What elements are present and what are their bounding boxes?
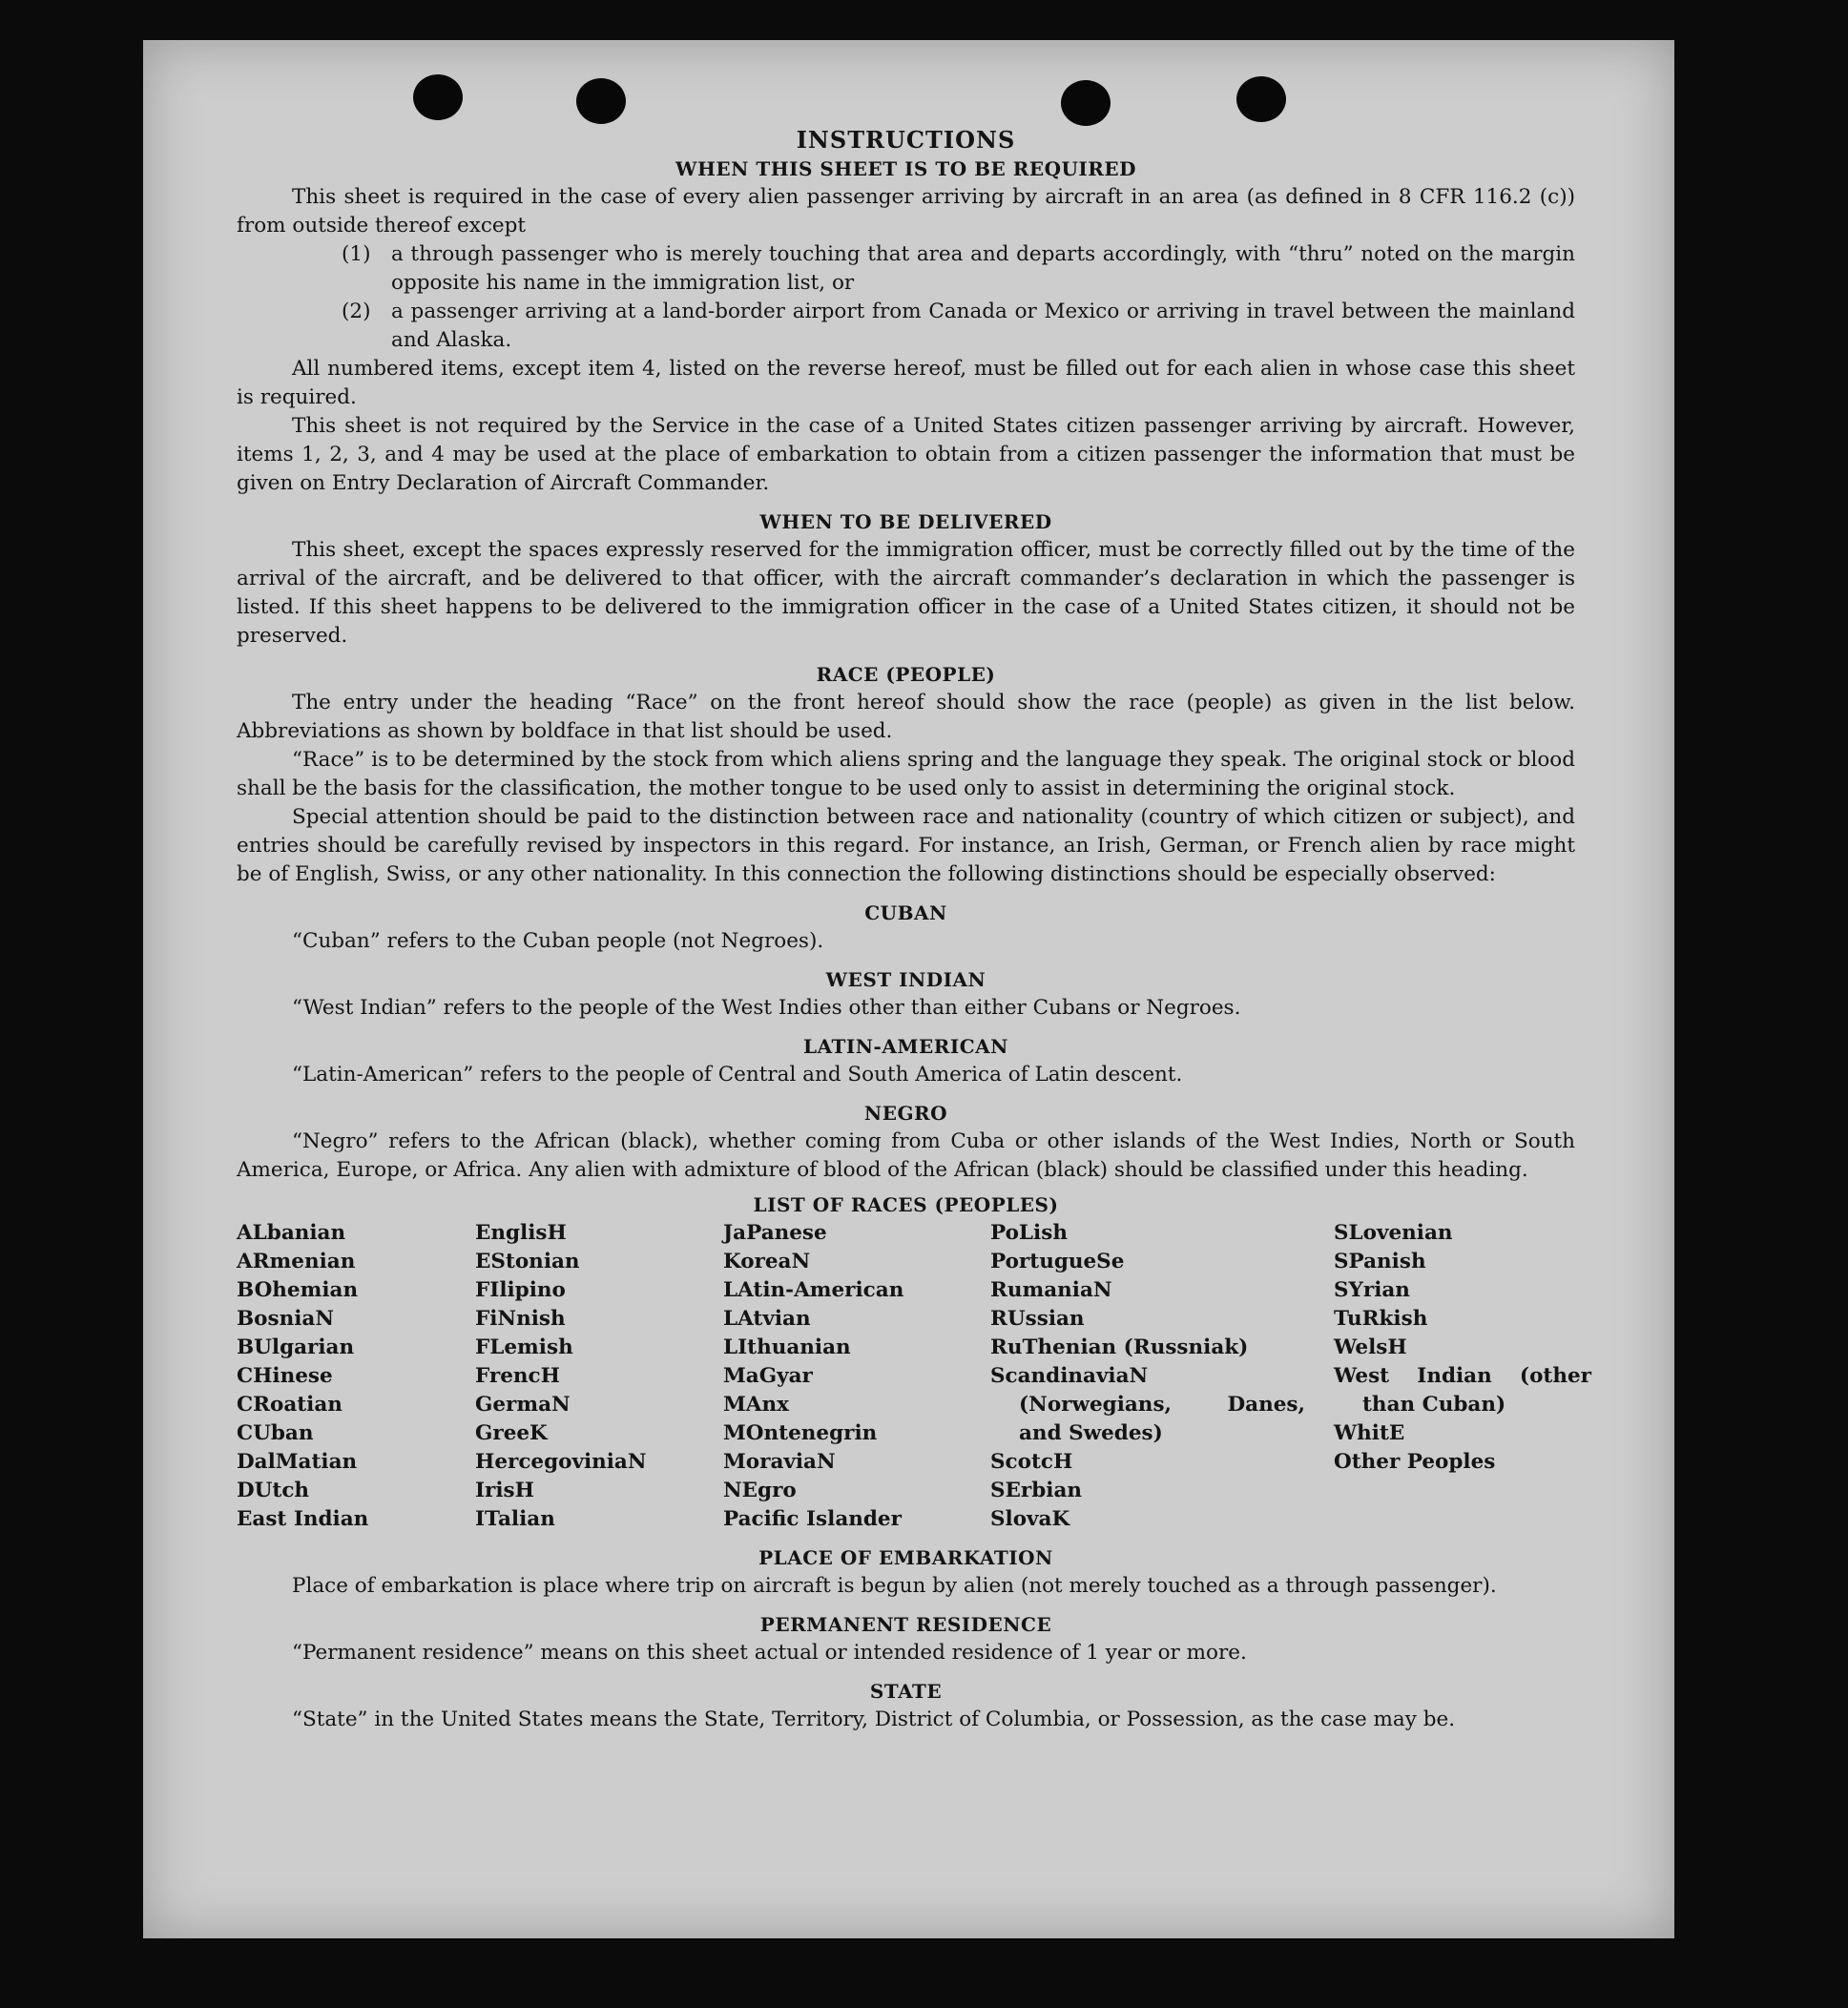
paragraph: The entry under the heading “Race” on the front hereof should show the race (people) as given in the list below. Abbreviations as shown by boldface in that list should be used. bbox=[237, 691, 1575, 743]
race-entry: PoLish bbox=[990, 1221, 1068, 1245]
item-number: (2) bbox=[342, 300, 371, 323]
race-entry: SYrian bbox=[1334, 1278, 1410, 1302]
race-entry: FrencH bbox=[475, 1364, 560, 1388]
paragraph: “Race” is to be determined by the stock from which aliens spring and the language they speak. The original stock or blood shall be the basis for the classification, the mother tongue to be used only to assist in determining the original stock. bbox=[237, 748, 1575, 800]
heading-race: RACE (PEOPLE) bbox=[816, 663, 996, 686]
race-entry: ALbanian bbox=[237, 1221, 346, 1245]
paragraph: This sheet, except the spaces expressly reserved for the immigration officer, must be correctly filled out by the time of the arrival of the aircraft, and be delivered to that officer, with the aircraft commander’s declaration in which the passenger is listed. If this sheet happens to be delivered to the immigration officer in the case of a United States citizen, it should not be preserved. bbox=[237, 538, 1575, 648]
race-entry: DalMatian bbox=[237, 1450, 358, 1474]
item-text: a passenger arriving at a land-border airport from Canada or Mexico or arriving in travel between the mainland and Alaska. bbox=[391, 300, 1575, 352]
heading-list-of-races: LIST OF RACES (PEOPLES) bbox=[753, 1193, 1059, 1216]
item-text: a through passenger who is merely touching that area and departs accordingly, with “thru” noted on the margin opposite his name in the immigration list, or bbox=[391, 242, 1575, 295]
paragraph: “Negro” refers to the African (black), whether coming from Cuba or other islands of the West Indies, North or South America, Europe, or Africa. Any alien with admixture of blood of the African (black) should be classified under this heading. bbox=[237, 1129, 1575, 1182]
race-entry: RUssian bbox=[990, 1307, 1085, 1331]
race-entry: BosniaN bbox=[237, 1307, 334, 1331]
races-column bbox=[475, 1219, 723, 1534]
race-entry: RuThenian (Russniak) bbox=[990, 1335, 1249, 1359]
race-entry: TuRkish bbox=[1334, 1307, 1428, 1331]
race-entry: RumaniaN bbox=[990, 1278, 1112, 1302]
race-entry: MOntenegrin bbox=[723, 1421, 878, 1445]
heading-state: STATE bbox=[869, 1680, 943, 1703]
races-list bbox=[237, 1219, 1591, 1534]
race-entry: SPanish bbox=[1334, 1250, 1426, 1273]
race-entry: GreeK bbox=[475, 1421, 548, 1445]
race-entry: JaPanese bbox=[723, 1221, 827, 1245]
race-entry: MaGyar bbox=[723, 1364, 813, 1388]
race-entry: CRoatian bbox=[237, 1393, 343, 1417]
paragraph: “Permanent residence” means on this sheet actual or intended residence of 1 year or more. bbox=[292, 1641, 1247, 1665]
race-entry: IrisH bbox=[475, 1479, 534, 1502]
race-entry: BOhemian bbox=[237, 1278, 359, 1302]
page-title: INSTRUCTIONS bbox=[796, 126, 1016, 154]
race-entry: FLemish bbox=[475, 1335, 573, 1359]
races-column bbox=[990, 1219, 1334, 1534]
punch-hole bbox=[1236, 76, 1286, 122]
heading-when-delivered: WHEN TO BE DELIVERED bbox=[759, 510, 1052, 533]
races-column bbox=[723, 1219, 990, 1534]
paragraph: This sheet is required in the case of every alien passenger arriving by aircraft in an area (as defined in 8 CFR 116.2 (c)) from outside thereof except bbox=[237, 185, 1575, 238]
race-entry: GermaN bbox=[475, 1393, 571, 1417]
heading-west-indian: WEST INDIAN bbox=[825, 968, 986, 991]
list-item bbox=[237, 298, 1575, 355]
heading-permanent-residence: PERMANENT RESIDENCE bbox=[759, 1613, 1052, 1636]
heading-place-of-embarkation: PLACE OF EMBARKATION bbox=[758, 1546, 1053, 1569]
race-entry: MoraviaN bbox=[723, 1450, 836, 1474]
race-entry: NEgro bbox=[723, 1479, 797, 1502]
paragraph: “Cuban” refers to the Cuban people (not Negroes). bbox=[292, 929, 824, 953]
race-entry: PortugueSe bbox=[990, 1250, 1125, 1273]
race-entry: SErbian bbox=[990, 1479, 1083, 1502]
race-entry: FiNnish bbox=[475, 1307, 566, 1331]
race-entry: SlovaK bbox=[990, 1507, 1070, 1531]
race-entry: Pacific Islander bbox=[723, 1507, 902, 1531]
heading-when-required: WHEN THIS SHEET IS TO BE REQUIRED bbox=[675, 157, 1136, 180]
paragraph: Special attention should be paid to the distinction between race and nationality (country of which citizen or subject), and entries should be carefully revised by inspectors in this regard. For instance, an Irish, German, or French alien by race might be of English, Swiss, or any other nationality. In this connection the following distinctions should be especially observed: bbox=[237, 805, 1575, 886]
races-column bbox=[237, 1219, 475, 1534]
punch-hole bbox=[1061, 80, 1111, 126]
race-entry: ARmenian bbox=[237, 1250, 356, 1273]
race-entry: BUlgarian bbox=[237, 1335, 355, 1359]
race-entry: West Indian (other than Cuban) bbox=[1334, 1364, 1591, 1417]
race-entry: HercegoviniaN bbox=[475, 1450, 647, 1474]
document-page bbox=[143, 40, 1674, 1938]
paragraph: This sheet is not required by the Service in the case of a United States citizen passenger arriving by aircraft. However, items 1, 2, 3, and 4 may be used at the place of embarkation to obtain from a citizen passenger the information that must be given on Entry Declaration of Aircraft Commander. bbox=[237, 414, 1575, 495]
heading-latin-american: LATIN-AMERICAN bbox=[803, 1035, 1008, 1058]
race-entry: EnglisH bbox=[475, 1221, 567, 1245]
race-entry: LAtin-American bbox=[723, 1278, 904, 1302]
race-entry: LIthuanian bbox=[723, 1335, 851, 1359]
race-entry: KoreaN bbox=[723, 1250, 811, 1273]
race-entry: CHinese bbox=[237, 1364, 333, 1388]
heading-negro: NEGRO bbox=[863, 1102, 948, 1125]
race-entry: LAtvian bbox=[723, 1307, 811, 1331]
race-entry: ScandinaviaN (Norwegians, Danes, and Swedes) bbox=[990, 1364, 1305, 1445]
race-entry: MAnx bbox=[723, 1393, 789, 1417]
paragraph: All numbered items, except item 4, listed on the reverse hereof, must be filled out for each alien in whose case this sheet is required. bbox=[237, 357, 1575, 409]
race-entry: WhitE bbox=[1334, 1421, 1405, 1445]
race-entry: DUtch bbox=[237, 1479, 310, 1502]
race-entry: EStonian bbox=[475, 1250, 580, 1273]
instructions-content bbox=[237, 126, 1591, 1734]
race-entry: CUban bbox=[237, 1421, 314, 1445]
paragraph: “West Indian” refers to the people of the West Indies other than either Cubans or Negroes. bbox=[292, 996, 1241, 1020]
races-column bbox=[1334, 1219, 1591, 1534]
list-item bbox=[237, 240, 1575, 298]
race-entry: FIlipino bbox=[475, 1278, 566, 1302]
item-number: (1) bbox=[342, 242, 371, 266]
race-entry: East Indian bbox=[237, 1507, 369, 1531]
paragraph: Place of embarkation is place where trip on aircraft is begun by alien (not merely touched as a through passenger). bbox=[292, 1574, 1497, 1598]
race-entry: ScotcH bbox=[990, 1450, 1073, 1474]
punch-hole bbox=[576, 78, 626, 124]
punch-hole bbox=[413, 74, 463, 120]
race-entry: Other Peoples bbox=[1334, 1450, 1496, 1474]
heading-cuban: CUBAN bbox=[864, 901, 947, 924]
paragraph: “Latin-American” refers to the people of Central and South America of Latin descent. bbox=[292, 1063, 1183, 1087]
race-entry: SLovenian bbox=[1334, 1221, 1453, 1245]
race-entry: ITalian bbox=[475, 1507, 555, 1531]
race-entry: WelsH bbox=[1334, 1335, 1407, 1359]
paragraph: “State” in the United States means the State, Territory, District of Columbia, or Possession, as the case may be. bbox=[292, 1708, 1456, 1731]
